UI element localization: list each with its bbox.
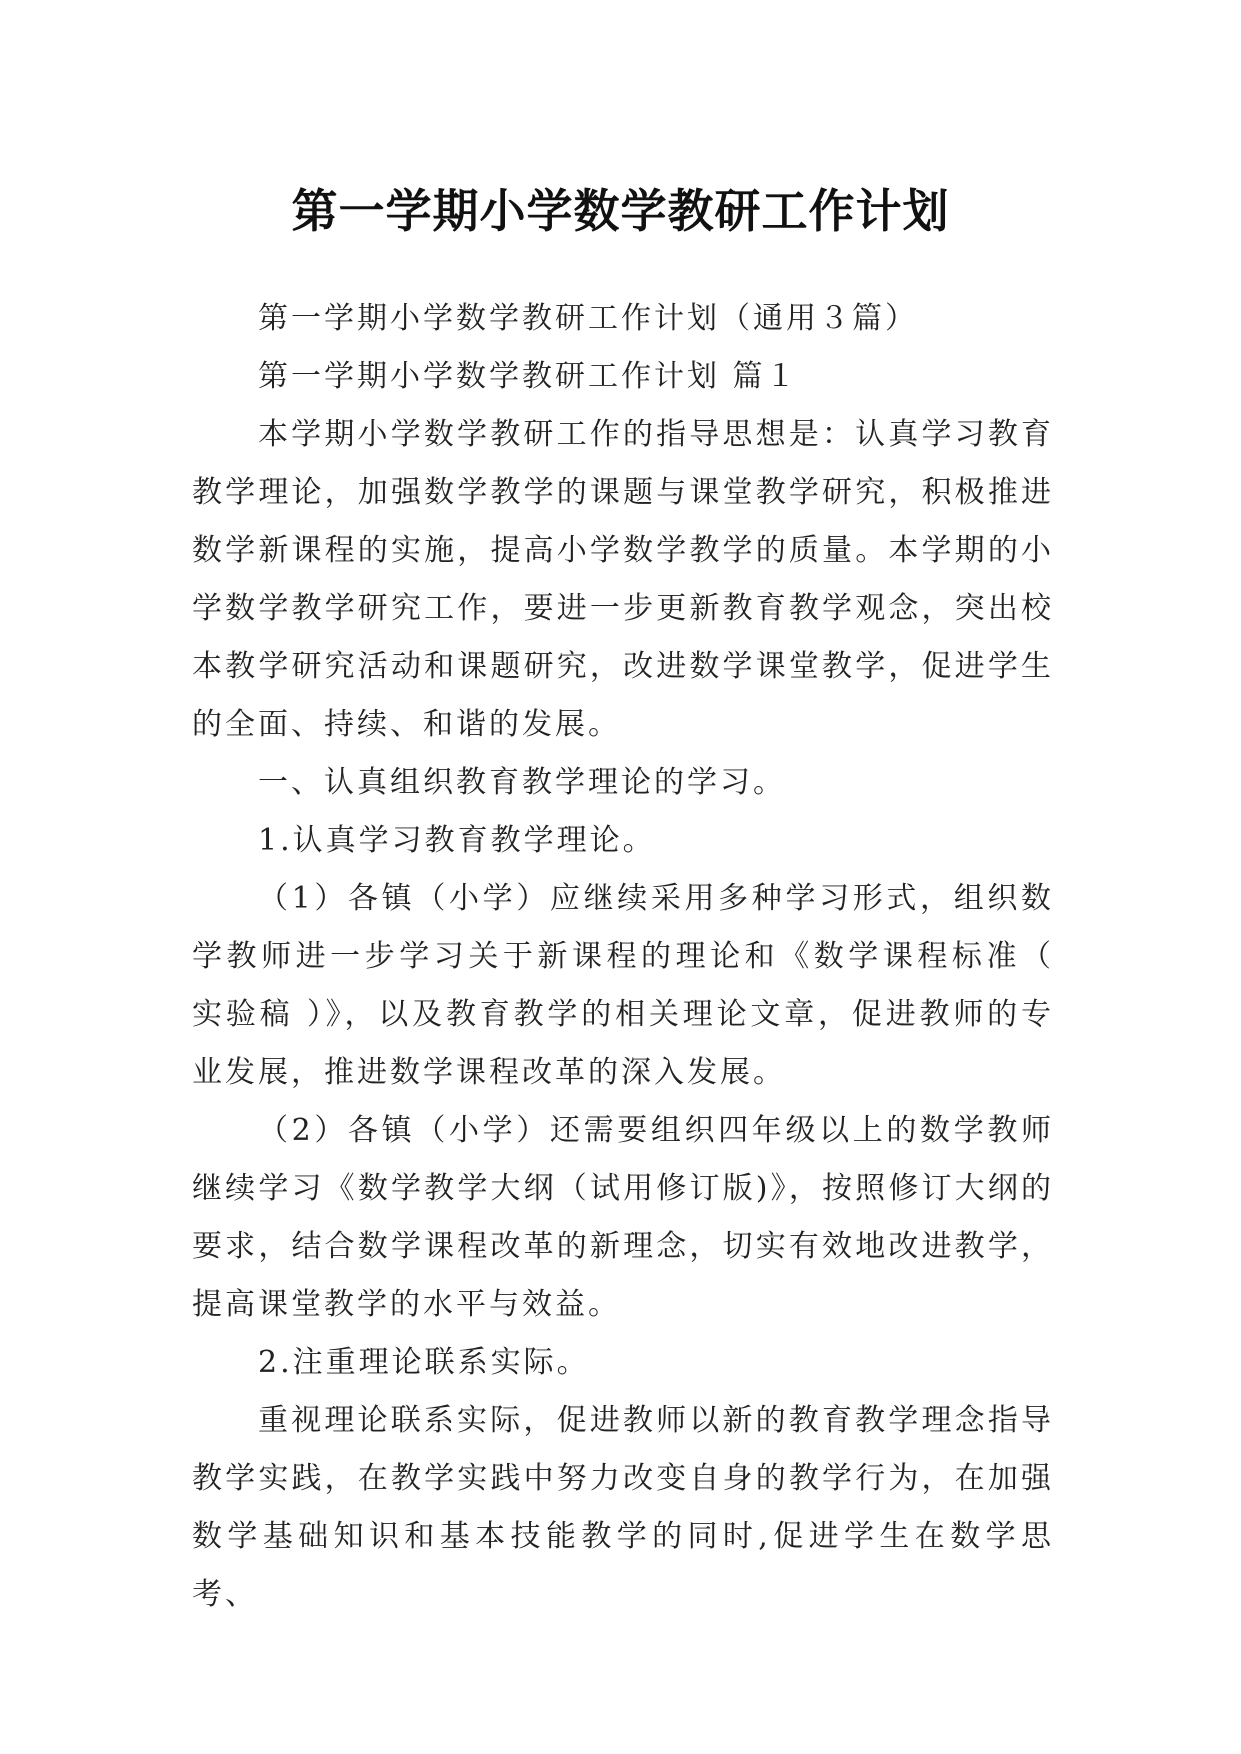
paragraph-item-2: 2.注重理论联系实际。 <box>258 1345 590 1380</box>
paragraph-guiding-idea: 本学期小学数学教研工作的指导思想是：认真学习教育教学理论，加强数学教学的课题与课堂教学研究，积极推进数学新课程的实施，提高小学数学教学的质量。本学期的小学数学教学研究工作，要进一步更新教育教学观念，突出校本教学研究活动和课题研究，改进数学课堂教学，促进学生的全面、持续、和谐的发展。 <box>192 417 1054 742</box>
document-body <box>192 290 1054 1624</box>
paragraph-subtitle: 第一学期小学数学教研工作计划（通用３篇） <box>258 301 918 336</box>
document-title: 第一学期小学数学教研工作计划 <box>291 183 950 238</box>
paragraph-heading-one: 一、认真组织教育教学理论的学习。 <box>258 765 786 800</box>
paragraph-subitem-2: （2）各镇（小学）还需要组织四年级以上的数学教师继续学习《数学教学大纲（试用修订版)》，按照修订大纲的要求，结合数学课程改革的新理念，切实有效地改进教学，提高课堂教学的水平与效益。 <box>192 1113 1054 1322</box>
paragraph-subitem-1: （1）各镇（小学）应继续采用多种学习形式，组织数学教师进一步学习关于新课程的理论和《数学课程标准（ 实验稿 ）》，以及教育教学的相关理论文章，促进教师的专业发展，推进数学课程改革的深入发展。 <box>192 881 1054 1090</box>
paragraph-section-heading: 第一学期小学数学教研工作计划 篇１ <box>258 359 799 394</box>
paragraph-practice: 重视理论联系实际，促进教师以新的教育教学理念指导教学实践，在教学实践中努力改变自身的教学行为，在加强数学基础知识和基本技能教学的同时,促进学生在数学思考、 <box>192 1403 1054 1612</box>
paragraph-item-1: 1.认真学习教育教学理论。 <box>258 823 656 858</box>
